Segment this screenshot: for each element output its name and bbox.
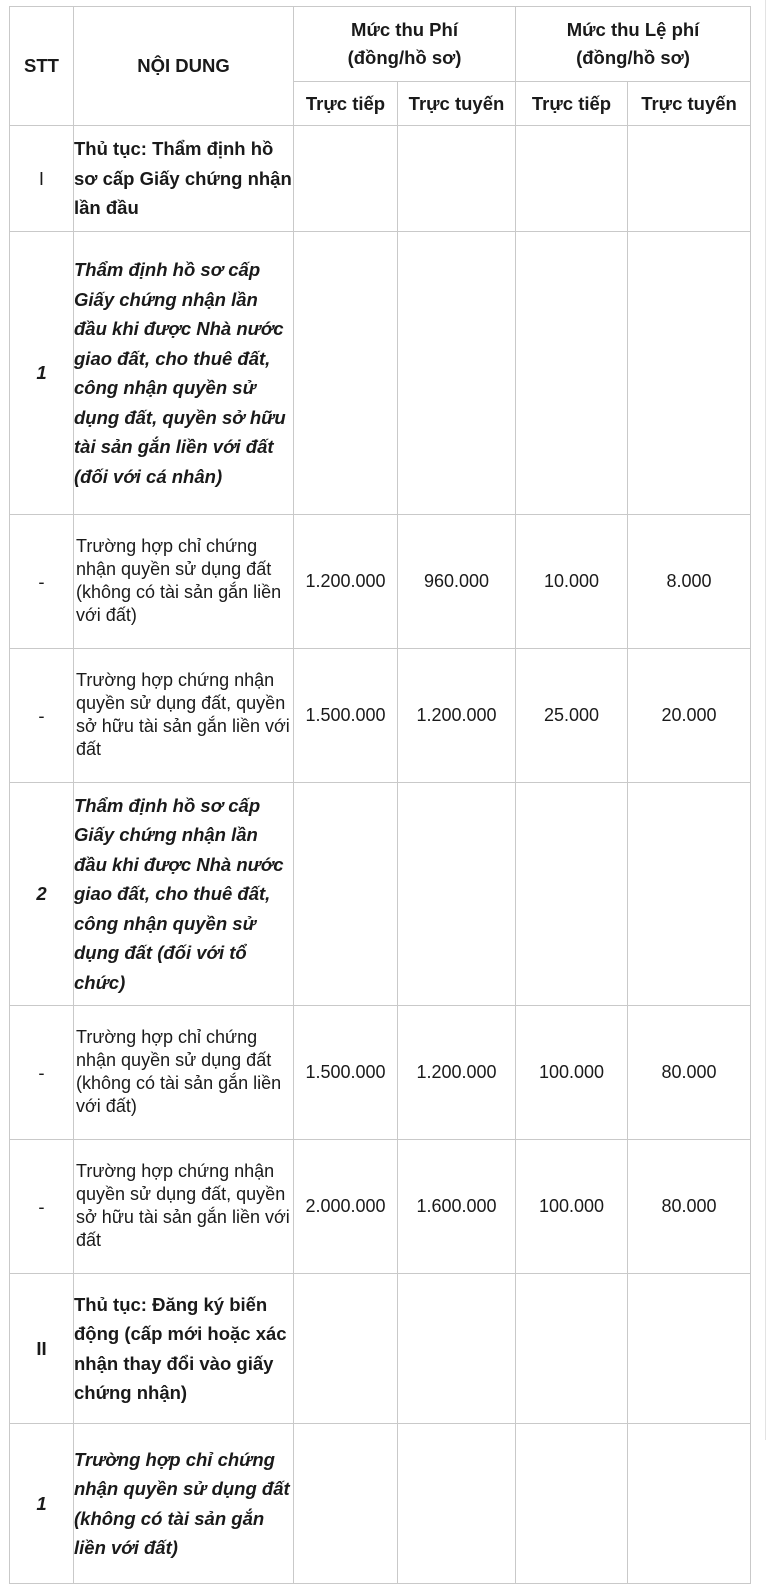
row-stt: 1 [10, 1424, 74, 1584]
table-row [10, 1140, 751, 1274]
row-stt: II [10, 1274, 74, 1424]
row-phi-truc-tiep [294, 783, 398, 1006]
row-stt: 1 [10, 232, 74, 515]
row-content: Thẩm định hồ sơ cấp Giấy chứng nhận lần đầu khi được Nhà nước giao đất, cho thuê đất, công nhận quyền sử dụng đất (đối với tổ chức) [74, 783, 294, 1006]
row-le-phi-truc-tuyen: 20.000 [628, 649, 751, 783]
row-le-phi-truc-tiep [516, 232, 628, 515]
row-stt: 2 [10, 783, 74, 1006]
subheader-phi-truc-tiep: Trực tiếp [294, 82, 398, 126]
subheader-le-phi-truc-tuyen: Trực tuyến [628, 82, 751, 126]
row-phi-truc-tiep [294, 1274, 398, 1424]
table-row [10, 649, 751, 783]
row-le-phi-truc-tuyen [628, 1274, 751, 1424]
table-row [10, 1424, 751, 1584]
row-le-phi-truc-tiep: 25.000 [516, 649, 628, 783]
row-content: Trường hợp chỉ chứng nhận quyền sử dụng đất (không có tài sản gắn liền với đất) [74, 1006, 294, 1140]
row-stt: - [10, 1006, 74, 1140]
header-muc-thu-le-phi [516, 7, 751, 82]
row-le-phi-truc-tuyen [628, 1424, 751, 1584]
row-stt: - [10, 515, 74, 649]
header-muc-thu-le-phi-unit: (đồng/hồ sơ) [576, 47, 690, 68]
subheader-phi-truc-tuyen: Trực tuyến [398, 82, 516, 126]
table-row [10, 1274, 751, 1424]
row-phi-truc-tiep [294, 232, 398, 515]
row-le-phi-truc-tiep [516, 783, 628, 1006]
row-phi-truc-tuyen: 1.200.000 [398, 649, 516, 783]
row-le-phi-truc-tiep [516, 1424, 628, 1584]
row-le-phi-truc-tiep: 100.000 [516, 1006, 628, 1140]
row-le-phi-truc-tuyen [628, 783, 751, 1006]
row-le-phi-truc-tuyen [628, 126, 751, 232]
row-phi-truc-tiep: 1.500.000 [294, 649, 398, 783]
row-phi-truc-tuyen: 1.600.000 [398, 1140, 516, 1274]
row-le-phi-truc-tiep: 100.000 [516, 1140, 628, 1274]
row-content: Thẩm định hồ sơ cấp Giấy chứng nhận lần đầu khi được Nhà nước giao đất, cho thuê đất, công nhận quyền sử dụng đất, quyền sở hữu tài sản gắn liền với đất (đối với cá nhân) [74, 232, 294, 515]
row-le-phi-truc-tiep [516, 126, 628, 232]
fee-table [9, 6, 751, 1584]
row-phi-truc-tuyen [398, 232, 516, 515]
row-phi-truc-tuyen [398, 1424, 516, 1584]
row-phi-truc-tuyen [398, 1274, 516, 1424]
scrollbar-track [765, 0, 766, 1440]
table-row [10, 126, 751, 232]
table-row [10, 232, 751, 515]
row-phi-truc-tiep: 2.000.000 [294, 1140, 398, 1274]
table-row [10, 783, 751, 1006]
row-le-phi-truc-tuyen: 8.000 [628, 515, 751, 649]
row-le-phi-truc-tuyen [628, 232, 751, 515]
header-noi-dung: NỘI DUNG [74, 7, 294, 126]
header-muc-thu-phi-unit: (đồng/hồ sơ) [347, 47, 462, 68]
row-phi-truc-tiep [294, 1424, 398, 1584]
header-muc-thu-phi [294, 7, 516, 82]
row-phi-truc-tuyen: 960.000 [398, 515, 516, 649]
table-row [10, 515, 751, 649]
row-phi-truc-tuyen [398, 783, 516, 1006]
row-phi-truc-tiep: 1.500.000 [294, 1006, 398, 1140]
row-stt: - [10, 1140, 74, 1274]
row-le-phi-truc-tuyen: 80.000 [628, 1140, 751, 1274]
row-phi-truc-tiep: 1.200.000 [294, 515, 398, 649]
row-phi-truc-tuyen: 1.200.000 [398, 1006, 516, 1140]
row-phi-truc-tuyen [398, 126, 516, 232]
row-stt: I [10, 126, 74, 232]
row-content: Thủ tục: Thẩm định hồ sơ cấp Giấy chứng nhận lần đầu [74, 126, 294, 232]
header-row [10, 7, 751, 82]
header-stt: STT [10, 7, 74, 126]
row-le-phi-truc-tuyen: 80.000 [628, 1006, 751, 1140]
row-content: Trường hợp chứng nhận quyền sử dụng đất, quyền sở hữu tài sản gắn liền với đất [74, 649, 294, 783]
row-content: Trường hợp chứng nhận quyền sử dụng đất, quyền sở hữu tài sản gắn liền với đất [74, 1140, 294, 1274]
subheader-le-phi-truc-tiep: Trực tiếp [516, 82, 628, 126]
table-row [10, 1006, 751, 1140]
header-muc-thu-le-phi-title: Mức thu Lệ phí [566, 19, 700, 40]
header-muc-thu-phi-title: Mức thu Phí [351, 19, 458, 40]
row-stt: - [10, 649, 74, 783]
row-content: Trường hợp chỉ chứng nhận quyền sử dụng đất (không có tài sản gắn liền với đất) [74, 1424, 294, 1584]
row-le-phi-truc-tiep [516, 1274, 628, 1424]
row-phi-truc-tiep [294, 126, 398, 232]
row-le-phi-truc-tiep: 10.000 [516, 515, 628, 649]
row-content: Trường hợp chỉ chứng nhận quyền sử dụng đất (không có tài sản gắn liền với đất) [74, 515, 294, 649]
row-content: Thủ tục: Đăng ký biến động (cấp mới hoặc xác nhận thay đổi vào giấy chứng nhận) [74, 1274, 294, 1424]
